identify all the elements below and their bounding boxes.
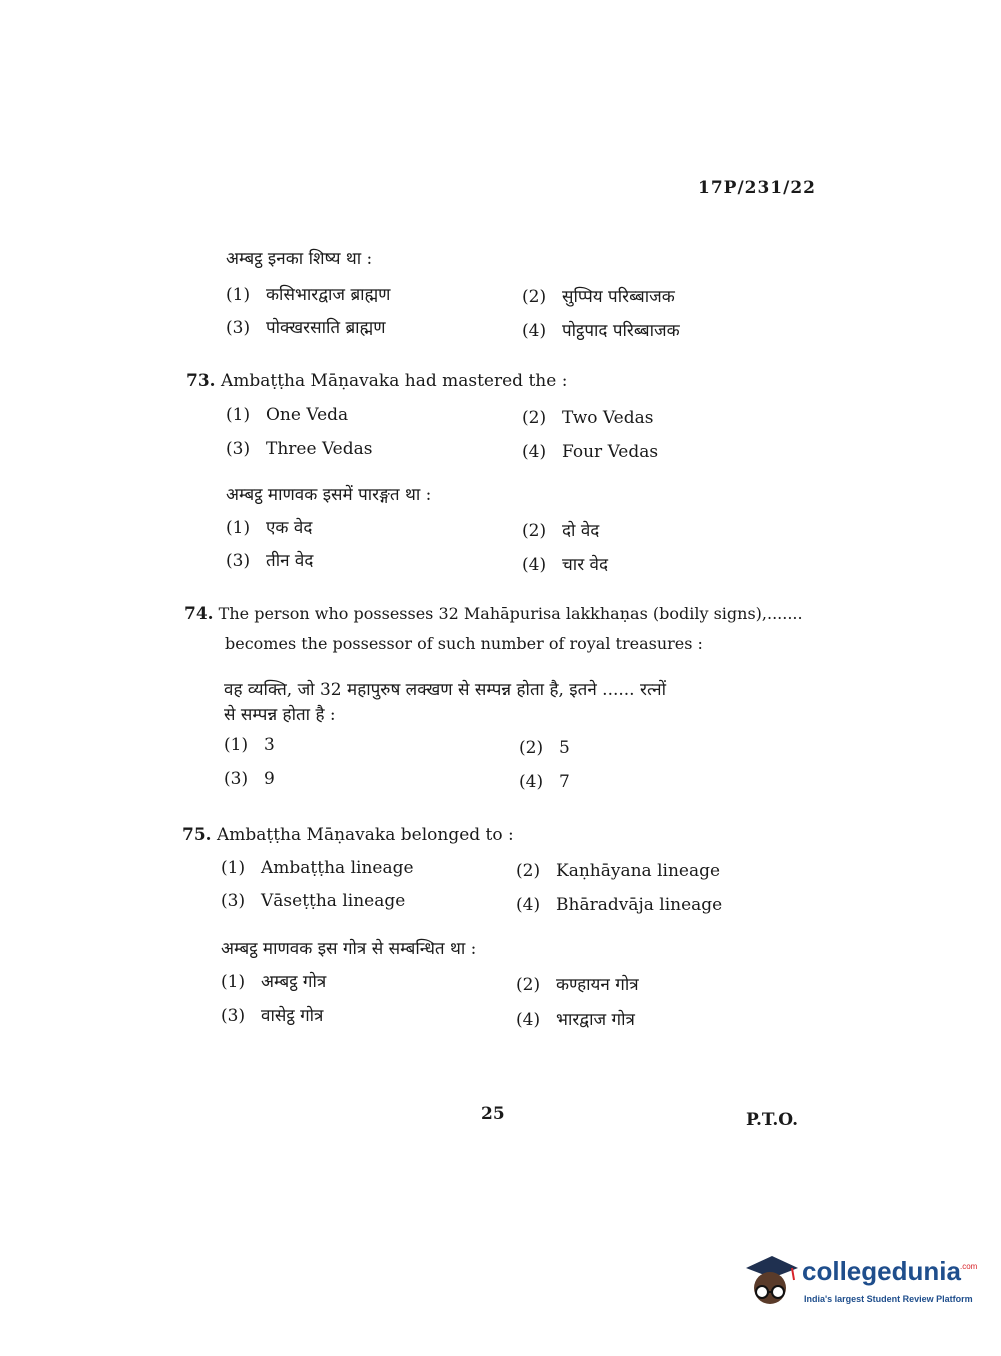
q75-option-1-hi: (1) अम्बट्ठ गोत्र	[221, 972, 327, 992]
q74-question-hindi-line-1: वह व्यक्ति, जो 32 महापुरुष लक्खण से सम्पन्न होता है, इतने ...... रत्नों	[224, 680, 666, 700]
q74-question-line-1: 74. The person who possesses 32 Mahāpurisa lakkhaṇas (bodily signs),.......	[184, 604, 803, 624]
q75-option-1: (1) Ambaṭṭha lineage	[221, 858, 414, 878]
q74-option-4: (4) 7	[519, 772, 570, 792]
q72-option-3-hi: (3) पोक्खरसाति ब्राह्मण	[226, 318, 386, 338]
collegedunia-watermark	[742, 1250, 978, 1312]
q74-option-2: (2) 5	[519, 738, 570, 758]
paper-code: 17P/231/22	[698, 178, 817, 198]
q75-number: 75.	[182, 825, 212, 845]
q73-option-1: (1) One Veda	[226, 405, 349, 425]
mascot-icon	[742, 1250, 800, 1310]
q74-question-hindi-line-2: से सम्पन्न होता है :	[224, 705, 336, 725]
q74-option-1: (1) 3	[224, 735, 275, 755]
q73-option-3: (3) Three Vedas	[226, 439, 373, 459]
q73-option-2-hi: (2) दो वेद	[522, 521, 600, 541]
q73-question-hindi: अम्बट्ठ माणवक इसमें पारङ्गत था :	[226, 485, 432, 505]
q75-option-3-hi: (3) वासेट्ठ गोत्र	[221, 1006, 324, 1026]
brand-tagline: India's largest Student Review Platform	[804, 1294, 973, 1304]
q72-option-4-hi: (4) पोट्ठपाद परिब्बाजक	[522, 321, 680, 341]
brand-suffix: .com	[960, 1262, 978, 1271]
q73-option-3-hi: (3) तीन वेद	[226, 551, 314, 571]
q75-option-4: (4) Bhāradvāja lineage	[516, 895, 723, 915]
q72-option-1-hi: (1) कसिभारद्वाज ब्राह्मण	[226, 285, 391, 305]
q74-option-3: (3) 9	[224, 769, 275, 789]
q75-option-2: (2) Kaṇhāyana lineage	[516, 861, 721, 881]
q75-option-2-hi: (2) कण्हायन गोत्र	[516, 975, 639, 995]
q72-option-2-hi: (2) सुप्पिय परिब्बाजक	[522, 287, 675, 307]
brand-name: collegedunia	[802, 1256, 961, 1286]
q73-option-4: (4) Four Vedas	[522, 442, 659, 462]
q75-option-4-hi: (4) भारद्वाज गोत्र	[516, 1010, 635, 1030]
q75-question: 75. Ambaṭṭha Māṇavaka belonged to :	[182, 825, 514, 845]
pto-label: P.T.O.	[746, 1110, 798, 1130]
q72-question-hindi: अम्बट्ठ इनका शिष्य था :	[226, 249, 373, 269]
q73-option-1-hi: (1) एक वेद	[226, 518, 313, 538]
q73-number: 73.	[186, 371, 216, 391]
q74-question-line-2: becomes the possessor of such number of royal treasures :	[225, 634, 703, 653]
q75-question-hindi: अम्बट्ठ माणवक इस गोत्र से सम्बन्धित था :	[221, 939, 477, 959]
q73-option-2: (2) Two Vedas	[522, 408, 654, 428]
q74-number: 74.	[184, 604, 214, 624]
q73-question: 73. Ambaṭṭha Māṇavaka had mastered the :	[186, 371, 568, 391]
q73-option-4-hi: (4) चार वेद	[522, 555, 609, 575]
q75-option-3: (3) Vāseṭṭha lineage	[221, 891, 406, 911]
page-number: 25	[481, 1104, 505, 1124]
